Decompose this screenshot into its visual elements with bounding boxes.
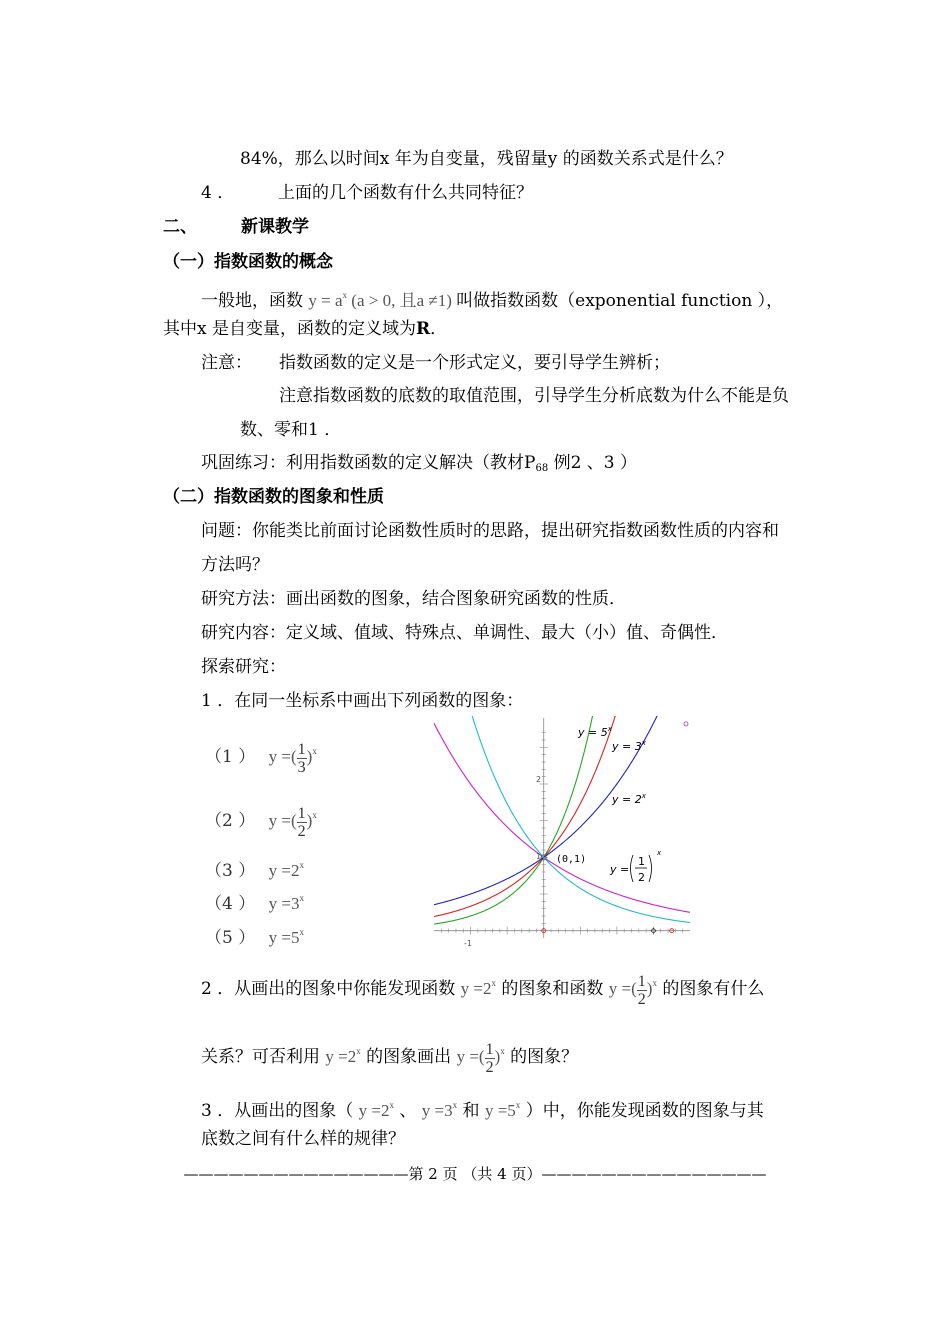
question-line-1: 问题：你能类比前面讨论函数性质时的思路，提出研究指数函数性质的内容和 — [201, 521, 779, 541]
y-tick-label-2: 2 — [536, 775, 542, 784]
task-3-text-c: 和 — [462, 1101, 480, 1121]
formula-base: y = a — [308, 291, 343, 310]
definition-formula — [308, 291, 456, 310]
period: ． — [430, 319, 448, 339]
formula-base: y =5 — [268, 928, 300, 947]
fraction-numerator: 1 — [297, 740, 306, 758]
formula-y2x — [461, 979, 496, 998]
formula-exponent: x — [356, 1046, 361, 1056]
task-3-text-d: ）中，你能发现函数的图象与其 — [525, 1101, 764, 1121]
label-paren-right — [649, 855, 652, 882]
curve-end-marker — [684, 722, 688, 726]
subsection-heading-1: （一）指数函数的概念 — [163, 252, 333, 272]
y-tick-label-1: 1 — [536, 852, 542, 861]
formula-close: ) — [306, 811, 313, 830]
section-title: 新课教学 — [241, 217, 309, 237]
function-formula — [269, 894, 304, 913]
formula-exponent: x — [500, 1046, 505, 1056]
task-3-line-1 — [201, 1093, 764, 1123]
fraction-numerator: 1 — [485, 1040, 494, 1058]
formula-base: y =2 — [358, 1101, 390, 1120]
task-2-text-d: 关系？可否利用 — [201, 1047, 320, 1067]
note-label: 注意： — [201, 353, 252, 373]
function-formula — [268, 804, 317, 840]
list-text: 上面的几个函数有什么共同特征？ — [278, 183, 533, 203]
fraction-denominator: 3 — [297, 758, 306, 776]
section-number: 二、 — [163, 217, 197, 237]
exercise-line — [201, 451, 637, 481]
method-line: 研究方法：画出函数的图象，结合图象研究函数的性质． — [201, 589, 626, 609]
x-tick-label-neg1: -1 — [464, 939, 472, 948]
function-label: （4 ） — [205, 894, 256, 914]
function-formula — [268, 740, 317, 776]
label-y3x: $y = 3^x$ — [612, 739, 646, 753]
function-item-3 — [205, 853, 304, 883]
list-item-4 — [201, 181, 533, 205]
label-half-den: 2 — [638, 871, 645, 884]
task-2-text-e: 的图象画出 — [366, 1047, 452, 1067]
fraction-numerator: 1 — [297, 804, 306, 822]
question-line-2: 方法吗？ — [201, 555, 269, 575]
curve-labels — [577, 725, 662, 884]
point-label-0-1: (0,1) — [556, 854, 587, 865]
fraction-denominator: 2 — [485, 1058, 494, 1076]
formula-base: y =3 — [421, 1101, 453, 1120]
formula-exponent: x — [515, 1100, 521, 1110]
definition-domain-text: 其中x 是自变量，函数的定义域为 — [163, 319, 416, 339]
note-line-3: 数、零和1 ． — [240, 420, 342, 440]
fraction — [297, 805, 307, 840]
label-yhalfx: y = — [610, 863, 630, 876]
exponential-functions-graph — [432, 716, 694, 948]
formula-base: y =2 — [460, 979, 492, 998]
formula-exponent: x — [342, 290, 348, 300]
formula-base: y =5 — [484, 1101, 516, 1120]
explore-line: 探索研究： — [201, 657, 286, 677]
task-2-text-f: 的图象？ — [510, 1047, 579, 1067]
label-y5x: $y = 5^x$ — [578, 725, 612, 739]
curves — [434, 716, 690, 924]
function-item-5 — [205, 920, 304, 950]
formula-condition: (a > 0, 且a ≠1) — [351, 291, 452, 310]
formula-exponent: x — [312, 810, 317, 820]
formula-y5x — [485, 1101, 520, 1120]
label-half-num: 1 — [638, 855, 645, 868]
function-item-1 — [205, 731, 317, 777]
content-line: 研究内容：定义域、值域、特殊点、单调性、最大（小）值、奇偶性． — [201, 623, 728, 643]
fraction-denominator: 2 — [637, 990, 646, 1008]
real-set-symbol: R — [416, 319, 431, 339]
task-2-line-1 — [201, 963, 764, 1009]
task-1-line: 1 ．在同一坐标系中画出下列函数的图象： — [201, 691, 524, 711]
note-text-1: 指数函数的定义是一个形式定义，要引导学生辨析； — [279, 353, 670, 373]
formula-y2x — [325, 1047, 360, 1066]
section-heading-2 — [163, 215, 309, 239]
formula-base: y =2 — [268, 861, 300, 880]
label-y2x: $y = 2^x$ — [612, 792, 646, 806]
formula-yhalfx — [608, 972, 657, 1008]
definition-line-2 — [163, 317, 447, 341]
formula-y3x — [422, 1101, 457, 1120]
formula-exponent: x — [299, 893, 304, 903]
task-3-text-a: 3 ．从画出的图象（ — [201, 1101, 354, 1121]
definition-tail: 叫做指数函数（exponential function ）， — [456, 291, 784, 311]
label-half-exp: x — [657, 849, 662, 857]
task-2-text-b: 的图象和函数 — [501, 979, 604, 999]
definition-line — [201, 283, 783, 313]
function-formula — [269, 928, 304, 947]
curve-4 — [434, 723, 690, 912]
fraction — [637, 973, 647, 1008]
function-item-2 — [205, 795, 317, 841]
function-label: （5 ） — [205, 928, 256, 948]
formula-exponent: x — [452, 1100, 458, 1110]
subsection-heading-2: （二）指数函数的图象和性质 — [163, 487, 384, 507]
exercise-text: 巩固练习：利用指数函数的定义解决（教材P — [201, 453, 536, 473]
formula-close: ) — [494, 1047, 501, 1066]
function-formula — [269, 861, 304, 880]
formula-y2x — [359, 1101, 394, 1120]
formula-base: y =2 — [325, 1047, 357, 1066]
formula-exponent: x — [299, 860, 304, 870]
function-label: （1 ） — [205, 747, 256, 767]
formula-exponent: x — [299, 927, 304, 937]
task-3-line-2: 底数之间有什么样的规律？ — [201, 1129, 405, 1149]
exercise-text-end: 例2 、3 ） — [548, 453, 638, 473]
formula-yhalfx — [456, 1040, 505, 1076]
task-2-text-a: 2 ．从画出的图象中你能发现函数 — [201, 979, 456, 999]
formula-exponent: x — [491, 978, 496, 988]
formula-close: ) — [646, 979, 653, 998]
label-paren-left — [631, 855, 634, 882]
task-2-line-2 — [201, 1031, 578, 1077]
fraction-denominator: 2 — [297, 822, 306, 840]
note-line-1 — [201, 351, 670, 375]
function-label: （2 ） — [205, 811, 256, 831]
formula-exponent: x — [389, 1100, 394, 1110]
fraction-numerator: 1 — [637, 972, 646, 990]
task-3-text-b: 、 — [399, 1101, 417, 1121]
formula-exponent: x — [312, 746, 317, 756]
fraction — [297, 741, 307, 776]
task-2-text-c: 的图象有什么 — [662, 979, 765, 999]
note-line-2: 注意指数函数的底数的取值范围，引导学生分析底数为什么不能是负 — [279, 386, 789, 406]
list-number: 4 ． — [201, 183, 235, 203]
formula-prefix: y =( — [268, 811, 297, 830]
formula-prefix: y =( — [608, 979, 637, 998]
page-footer: ———————————————第 2 页 （共 4 页）——————————————— — [183, 1165, 767, 1183]
text-line-1: 84%，那么以时间x 年为自变量，残留量y 的函数关系式是什么？ — [240, 149, 733, 169]
function-label: （3 ） — [205, 861, 256, 881]
formula-base: y =3 — [268, 894, 300, 913]
formula-prefix: y =( — [268, 747, 297, 766]
formula-close: ) — [306, 747, 313, 766]
formula-exponent: x — [652, 978, 657, 988]
fraction — [485, 1041, 495, 1076]
marks — [541, 722, 688, 933]
exercise-page-subscript: 68 — [535, 463, 549, 474]
definition-lead: 一般地，函数 — [201, 291, 303, 311]
formula-prefix: y =( — [456, 1047, 485, 1066]
function-item-4 — [205, 886, 304, 916]
